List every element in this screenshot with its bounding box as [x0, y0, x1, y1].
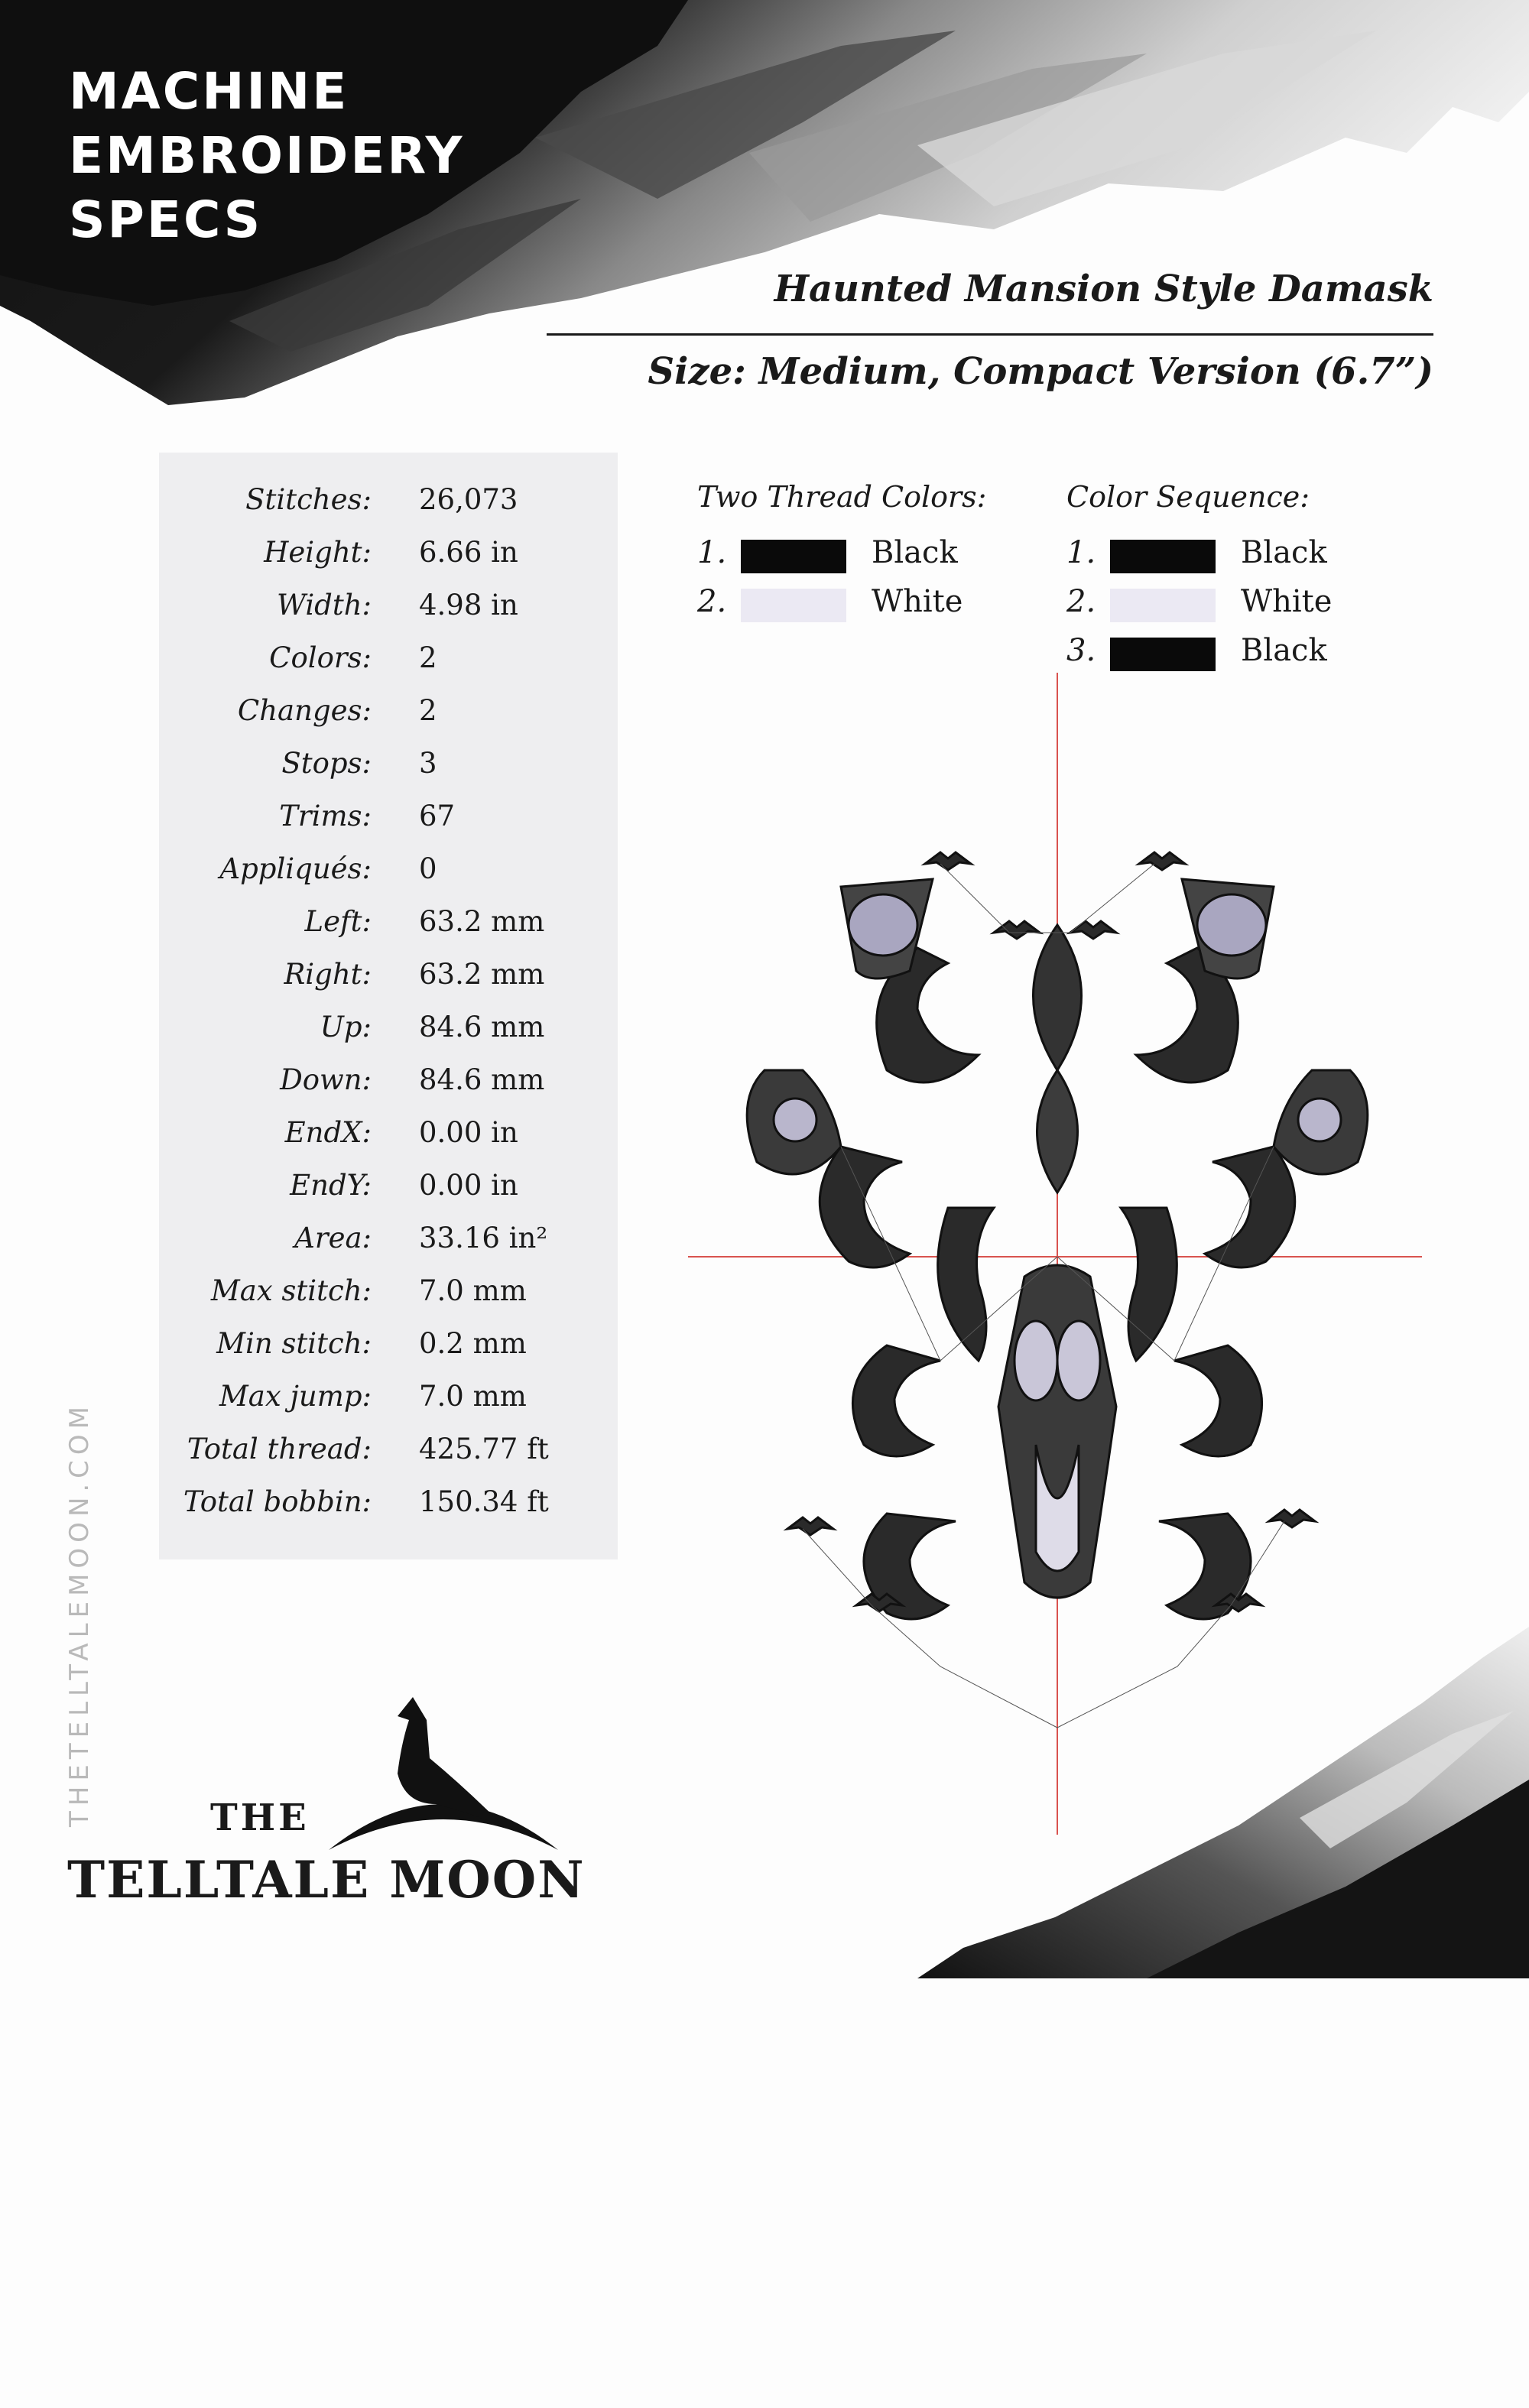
spec-row: [159, 958, 618, 1011]
sequence-item: [1066, 633, 1388, 679]
sequence-color-name: Black: [1241, 535, 1327, 570]
design-name: Haunted Mansion Style Damask: [774, 268, 1433, 310]
raven-moon-logo-icon: [313, 1697, 573, 1850]
spec-label: Area:: [294, 1222, 372, 1254]
spec-label: Right:: [284, 958, 372, 991]
logo-text-name: TELLTALE MOON: [67, 1850, 586, 1910]
design-preview-image: [688, 673, 1422, 1835]
spec-label: Stops:: [281, 747, 372, 780]
spec-row: [159, 483, 618, 536]
spec-value: 33.16 in²: [419, 1222, 548, 1254]
thread-color-name: Black: [872, 535, 958, 570]
spec-row: [159, 1327, 618, 1380]
spec-label: EndX:: [284, 1116, 372, 1149]
sequence-number: 1.: [1066, 535, 1096, 570]
spec-row: [159, 694, 618, 747]
spec-value: 67: [419, 800, 456, 832]
spec-row: [159, 1116, 618, 1169]
thread-color-name: White: [872, 584, 963, 619]
title-line-2: EMBROIDERY: [69, 126, 465, 185]
thread-color-swatch: [741, 589, 846, 622]
spec-row: [159, 1485, 618, 1538]
spec-value: 425.77 ft: [419, 1433, 549, 1465]
spec-value: 0: [419, 852, 437, 885]
thread-color-number: 1.: [697, 535, 727, 570]
spec-label: Max stitch:: [210, 1274, 372, 1307]
thread-color-item: [697, 535, 1003, 581]
thread-color-swatch: [741, 540, 846, 573]
design-size: Size: Medium, Compact Version (6.7”): [648, 350, 1433, 393]
spec-label: Total thread:: [187, 1433, 372, 1465]
spec-label: Down:: [280, 1063, 372, 1096]
thread-colors-heading: Two Thread Colors:: [697, 480, 987, 514]
spec-label: Changes:: [237, 694, 372, 727]
sequence-swatch: [1110, 540, 1216, 573]
spec-label: Trims:: [279, 800, 372, 832]
spec-row: [159, 905, 618, 958]
title-line-1: MACHINE: [69, 62, 349, 121]
spec-row: [159, 1380, 618, 1433]
spec-value: 7.0 mm: [419, 1274, 527, 1307]
spec-label: Min stitch:: [216, 1327, 372, 1360]
logo-text-the: THE: [210, 1796, 310, 1839]
spec-value: 6.66 in: [419, 536, 518, 569]
spec-label: Max jump:: [219, 1380, 372, 1413]
sequence-number: 3.: [1066, 633, 1096, 668]
site-url-container: [64, 1400, 95, 2408]
spec-label: Stitches:: [245, 483, 372, 516]
thread-color-number: 2.: [697, 584, 727, 619]
spec-value: 0.00 in: [419, 1169, 518, 1202]
specs-panel: [159, 453, 618, 1559]
site-url[interactable]: THETELLTALEMOON.COM: [64, 1400, 95, 1827]
sequence-color-name: White: [1241, 584, 1333, 619]
spec-value: 7.0 mm: [419, 1380, 527, 1413]
spec-label: Width:: [276, 589, 372, 621]
spec-label: EndY:: [290, 1169, 372, 1202]
sequence-item: [1066, 584, 1388, 630]
sequence-swatch: [1110, 589, 1216, 622]
spec-row: [159, 800, 618, 852]
page-title: [69, 60, 464, 252]
thread-colors-list: [697, 535, 1003, 642]
spec-value: 0.00 in: [419, 1116, 518, 1149]
spec-value: 63.2 mm: [419, 958, 545, 991]
spec-value: 0.2 mm: [419, 1327, 527, 1360]
spec-value: 4.98 in: [419, 589, 518, 621]
spec-value: 84.6 mm: [419, 1063, 545, 1096]
color-sequence-list: [1066, 535, 1388, 688]
spec-row: [159, 589, 618, 641]
spec-row: [159, 1063, 618, 1116]
spec-row: [159, 747, 618, 800]
spec-row: [159, 1274, 618, 1327]
sequence-color-name: Black: [1241, 633, 1327, 668]
spec-label: Height:: [264, 536, 372, 569]
spec-value: 150.34 ft: [419, 1485, 549, 1518]
spec-label: Total bobbin:: [183, 1485, 372, 1518]
spec-value: 63.2 mm: [419, 905, 545, 938]
spec-row: [159, 1222, 618, 1274]
thread-color-item: [697, 584, 1003, 630]
spec-value: 26,073: [419, 483, 518, 516]
spec-label: Left:: [304, 905, 372, 938]
spec-value: 3: [419, 747, 437, 780]
sequence-swatch: [1110, 638, 1216, 671]
spec-row: [159, 852, 618, 905]
header-divider: [547, 333, 1433, 336]
spec-label: Up:: [320, 1011, 372, 1043]
spec-value: 2: [419, 694, 437, 727]
title-line-3: SPECS: [69, 190, 263, 249]
spec-row: [159, 536, 618, 589]
spec-label: Colors:: [269, 641, 372, 674]
spec-row: [159, 1169, 618, 1222]
spec-row: [159, 641, 618, 694]
spec-value: 84.6 mm: [419, 1011, 545, 1043]
sequence-number: 2.: [1066, 584, 1096, 619]
spec-row: [159, 1433, 618, 1485]
spec-row: [159, 1011, 618, 1063]
spec-value: 2: [419, 641, 437, 674]
spec-label: Appliqués:: [219, 852, 372, 885]
color-sequence-heading: Color Sequence:: [1066, 480, 1310, 514]
sequence-item: [1066, 535, 1388, 581]
